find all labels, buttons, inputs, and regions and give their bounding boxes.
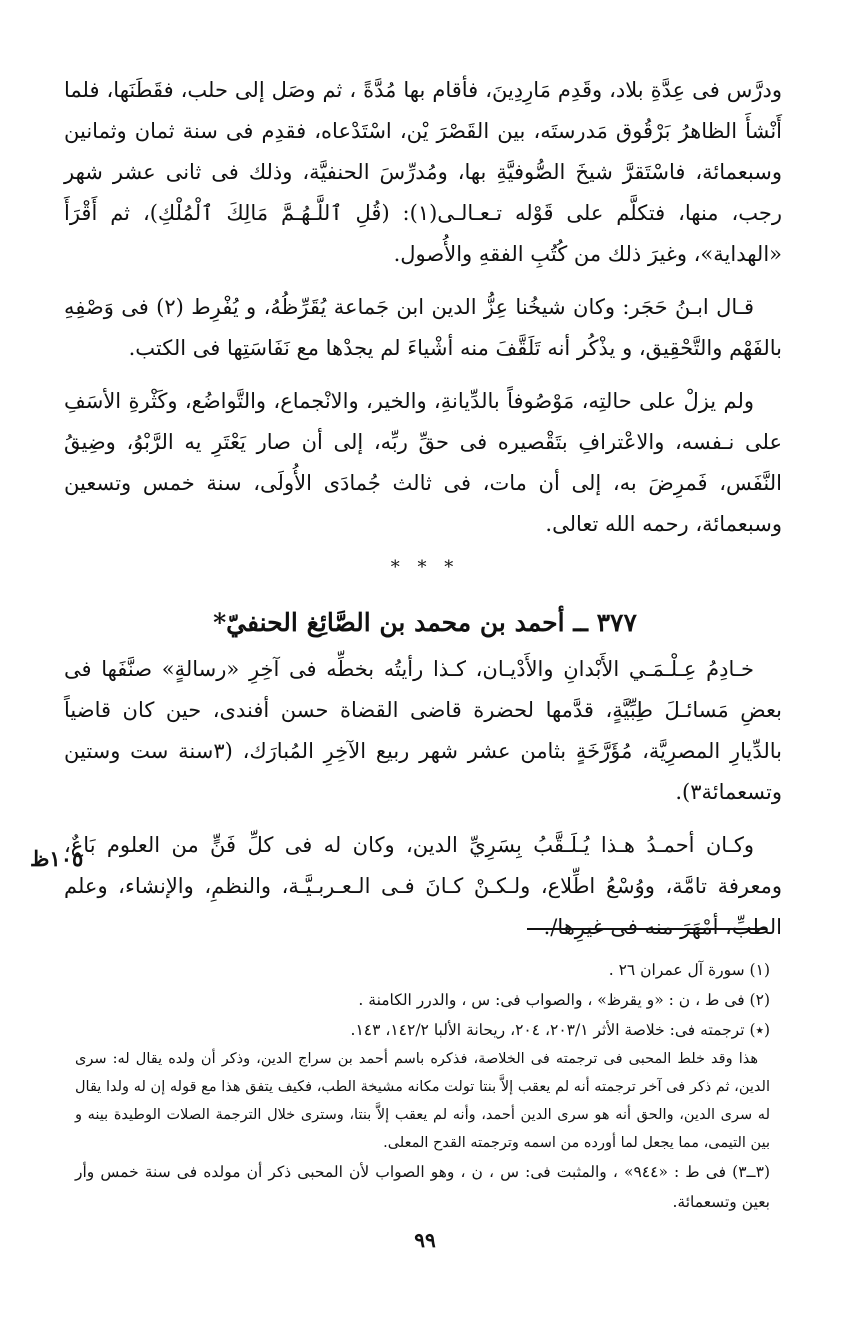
footnote: (٢) فى ط ، ن : «و يقرظ» ، والصواب فى: س ، والدرر الكامنة . [358, 991, 770, 1009]
footnote-divider [527, 928, 767, 930]
paragraph: وكـان أحمـدُ هـذا يُـلَـقَّبُ بِسَرِيِّ الدين، وكان له فى كلِّ فَنٍّ من العلوم بَاعٌ، ومعرفة تامَّة، ووُسْعُ اطِّلاع، ولـكـنْ كـانَ فـى الـعـربـيَّـة، والنظمِ، والإنشاء، وعلم الطبِّ، أمْهَرَ منه فى غيرِها/. [64, 833, 782, 939]
paragraph: خـادِمُ عِـلْـمَـي الأَبْدانِ والأَدْيـان، كـذا رأيتُه بخطِّه فى آخِرِ «رسالةٍ» صنَّفَها فى بعضِ مَسائـلَ طِبِّيَّةٍ، قدَّمها لحضرة قاضى القضاة حسن أفندى، حين كان قاضياً بالدِّيارِ المصرِيَّة، مُؤَرَّخَةٍ بثامن عشر شهر ربيع الآخِرِ المُبارَك، (٣سنة ست وستين وتسعمائة٣). [64, 657, 783, 804]
paragraph: ولم يزلْ على حالتِه، مَوْصُوفاً بالدِّيانةِ، والخير، والانْجماع، والتَّواضُع، وكَثْرةِ الأسَفِ على نـفسه، والاعْترافِ بتَقْصيره فى حقِّ ربِّه، إلى أن صار يَعْتَرِ يه الرَّبْوُ، وضِيقُ النَّفَس، فَمرِضَ به، إلى أن مات، فى ثالث جُمادَى الأُولَى، سنة خمس وتسعين وسبعمائة، رحمه الله تعالى. [64, 389, 782, 536]
paragraph: قـال ابـنُ حَجَر: وكان شيخُنا عِزُّ الدين ابن جَماعة يُقَرِّظُهُ، و يُفْرِط (٢) فى وَصْفِهِ بالفَهْم والتَّحْقِيق، و يذْكُر أنه تَلَقَّفَ منه أشْياءَ لم يجدْها مع نَفَاسَتِها فى الكتب. [64, 295, 782, 360]
page-number: ٩٩ [414, 1228, 436, 1252]
footnote-continuation: هذا وقد خلط المحبى فى ترجمته فى الخلاصة، فذكره باسم أحمد بن سراج الدين، وذكر أن ولده يقال له: سرى الدين، ثم ذكر فى آخر ترجمته أنه لم يعقب إلاَّ بنتا تولت مكانه مشيخة الطب، فكيف يتفق هذا مع قوله إن له ولدا يقال له سرى الدين، والحق أنه هو سرى الدين أحمد، وأنه لم يعقب إلاَّ بنتا، وسترى خلال الترجمة الصلات الوطيدة بينه و بين التيمى، مما يجعل لما أورده من اسمه وترجمته القدح المعلى. [75, 1051, 770, 1151]
main-text [60, 70, 790, 960]
footnote: (٭) ترجمته فى: خلاصة الأثر ٢٠٣/١، ٢٠٤، ريحانة الألبا ١٤٢/٢، ١٤٣. [350, 1021, 770, 1039]
footnotes [75, 955, 770, 1217]
footnote: (٣ــ٣) فى ط : «٩٤٤» ، والمثبت فى: س ، ن ، وهو الصواب لأن المحبى ذكر أن مولده فى سنة خمس وأر بعين وتسعمائة. [75, 1163, 770, 1211]
margin-note: ١٠٥ظ [30, 846, 84, 871]
footnote: (١) سورة آل عمران ٢٦ . [608, 961, 770, 979]
paragraph: ودرَّس فى عِدَّةِ بلاد، وقَدِم مَارِدِينَ، فأقام بها مُدَّةً ، ثم وصَل إلى حلب، فقَطَنَها، فلما أَنْشأَ الظاهرُ بَرْقُوق مَدرستَه، بين القَصْرَ يْن، اسْتَدْعاه، فقدِم فى سنة ثمان وثمانين وسبعمائة، فاسْتَقرَّ شيخَ الصُّوفيَّةِ بها، ومُدرِّسَ الحنفيَّة، وذلك فى ثانى عشر شهر رجب، منها، فتكلَّم على قَوْله تـعـالـى(١): (قُلِ ٱللَّـهُـمَّ مَالِكَ ٱلْمُلْكِ)، ثم أَقْرَأَ «الهداية»، وغيرَ ذلك من كُتُبِ الفقهِ والأُصول. [64, 78, 782, 266]
entry-heading: ٣٧٧ ــ أحمد بن محمد بن الصَّائِغ الحنفيّ* [213, 608, 637, 637]
section-separator: * * * [390, 557, 460, 578]
